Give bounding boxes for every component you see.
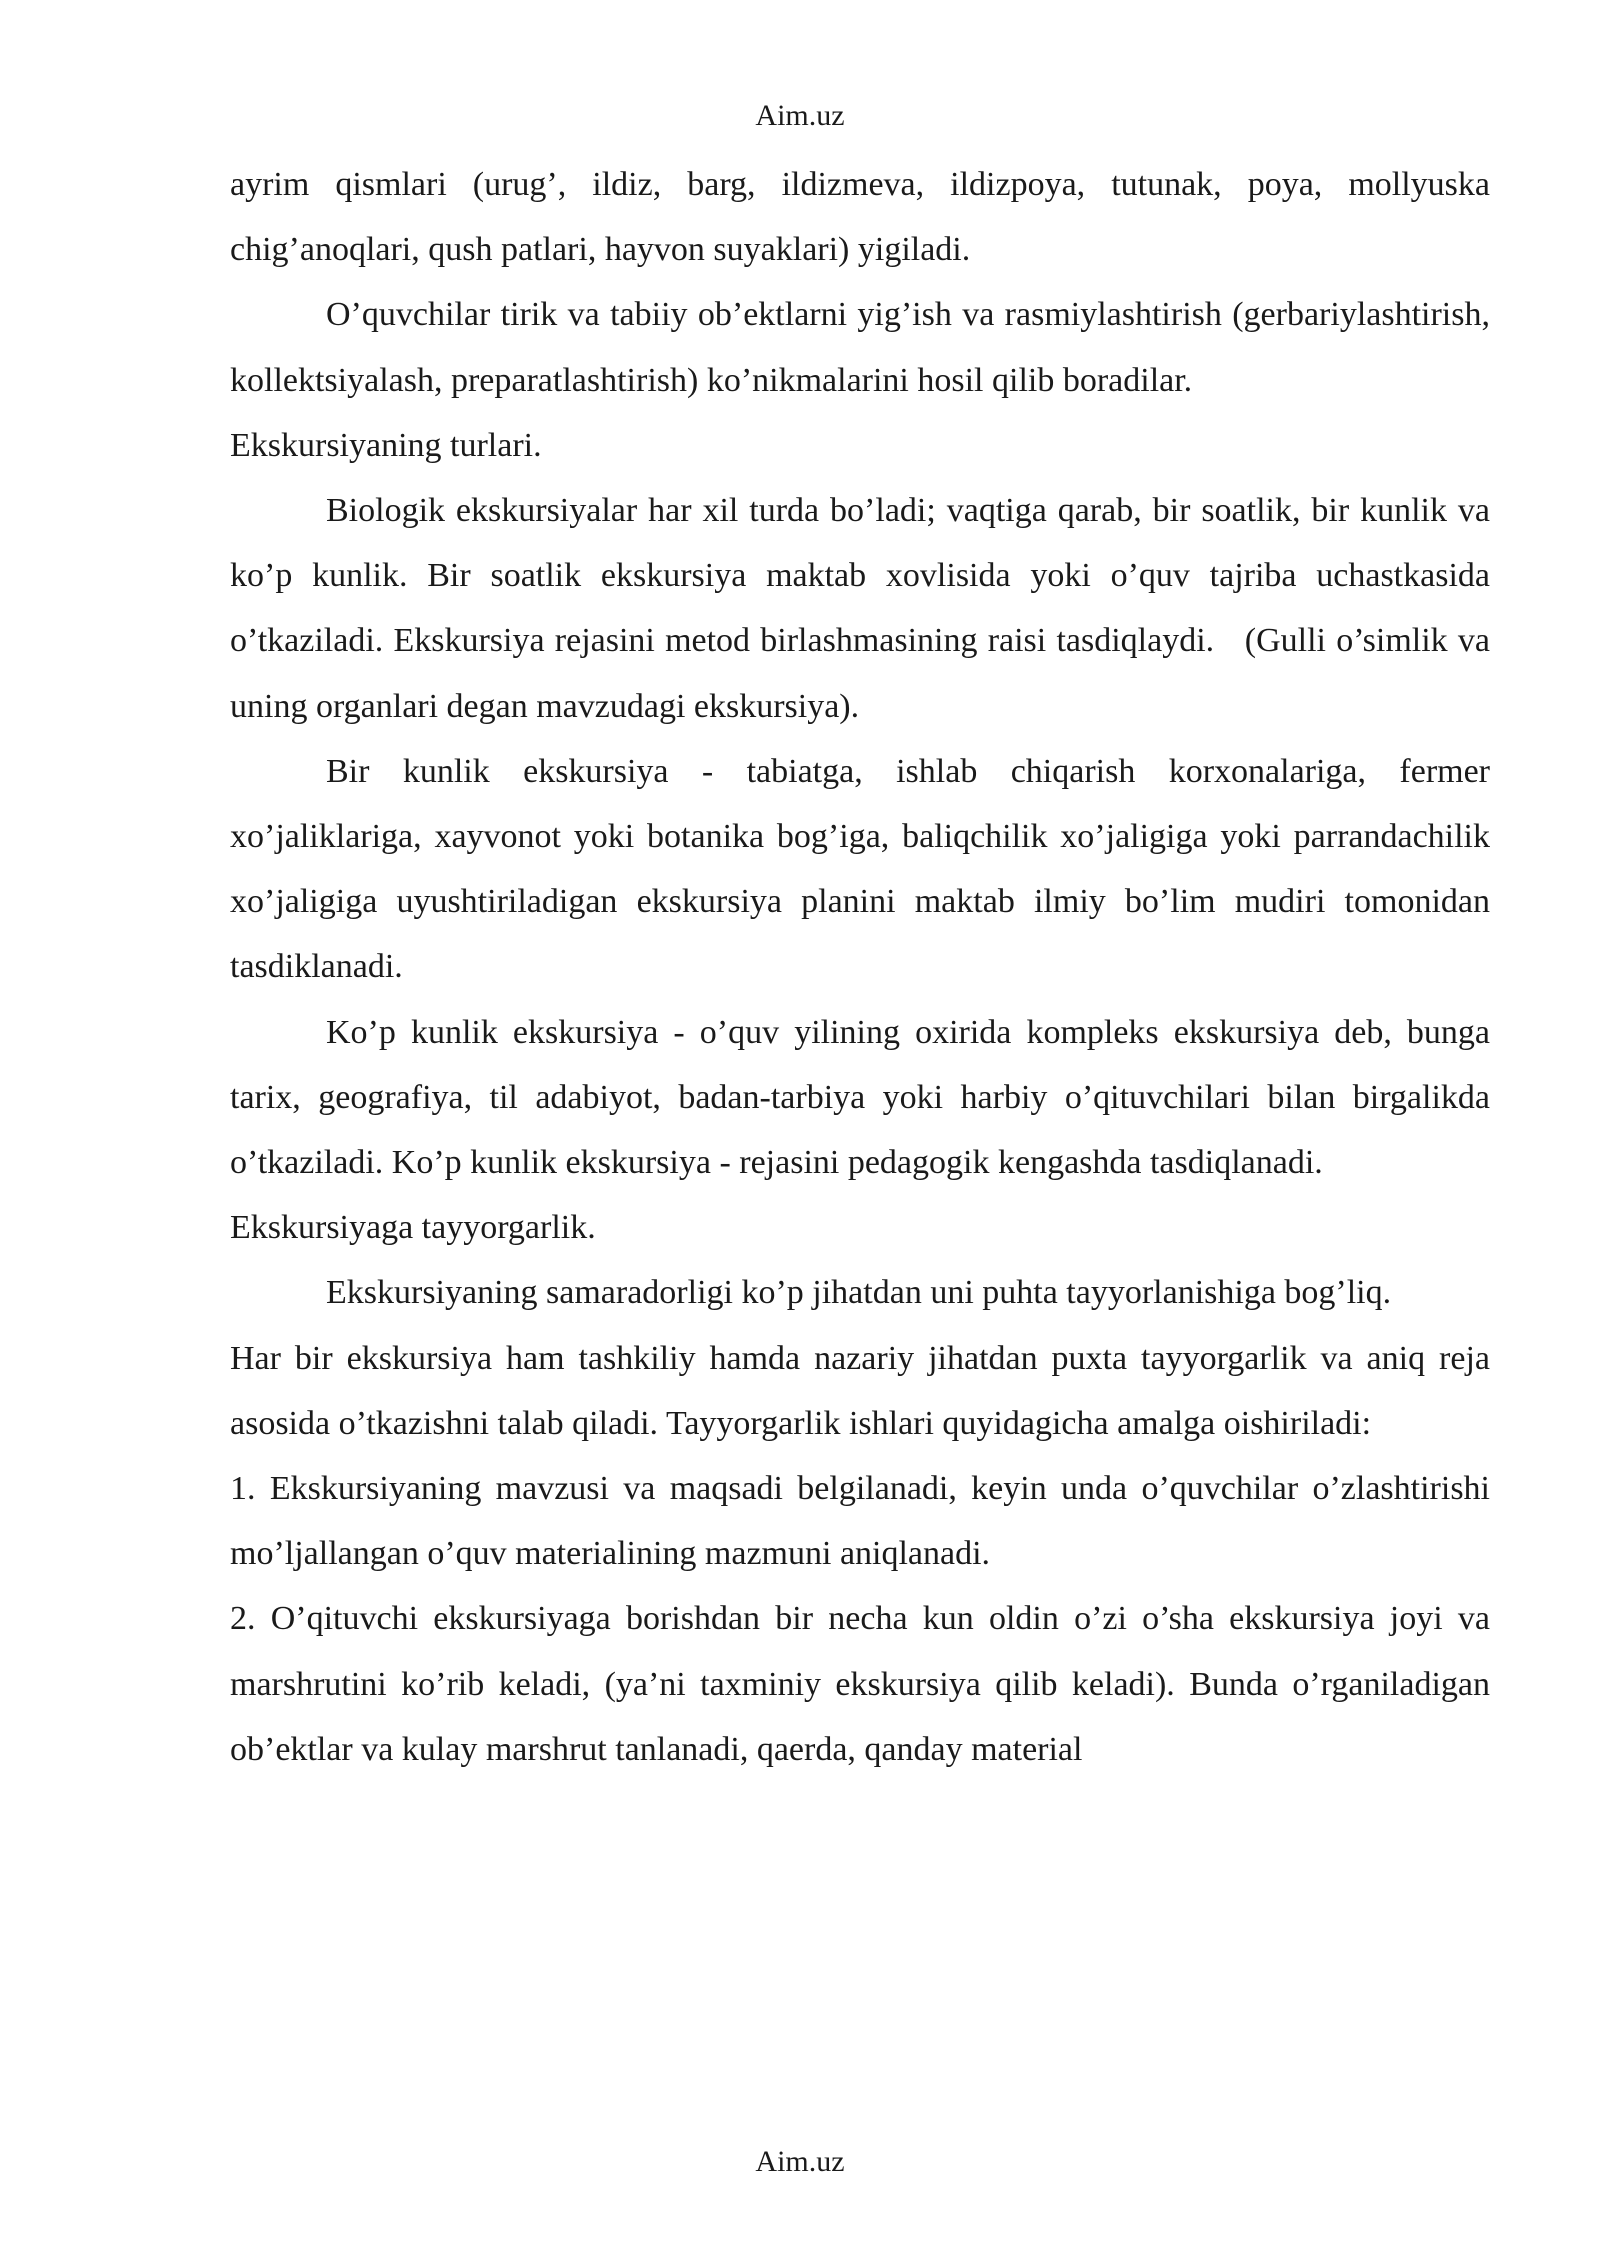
page-footer: Aim.uz bbox=[755, 2145, 845, 2178]
paragraph-5: Ko’p kunlik ekskursiya - o’quv yilining oxirida kompleks ekskursiya deb, bunga tarix, geografiya, til adabiyot, badan-tarbiya yoki harbiy o’qituvchilari bilan birgalikda o’tkaziladi. Ko’p kunlik ekskursiya - rejasini pedagogik kengashda tasdiqlanadi. bbox=[230, 1013, 1490, 1182]
paragraph-7: Har bir ekskursiya ham tashkiliy hamda nazariy jihatdan puxta tayyorgarlik va aniq reja asosida o’tkazishni talab qiladi. Tayyorgarlik ishlari quyidagicha amalga oishiriladi: bbox=[230, 1339, 1490, 1442]
paragraph-1: ayrim qismlari (urug’, ildiz, barg, ildizmeva, ildizpoya, tutunak, poya, mollyuska chig’anoqlari, qush patlari, hayvon suyaklari) yigiladi. bbox=[230, 166, 1490, 269]
paragraph-3: Biologik ekskursiyalar har xil turda bo’ladi; vaqtiga qarab, bir soatlik, bir kunlik va ko’p kunlik. Bir soatlik ekskursiya maktab xovlisida yoki o’quv tajriba uchastkasida o’tkaziladi. Ekskursiya rejasini metod birlashmasining raisi tasdiqlaydi. (Gulli o’simlik va uning organlari degan mavzudagi ekskursiya). bbox=[230, 492, 1490, 725]
paragraph-4: Bir kunlik ekskursiya - tabiatga, ishlab chiqarish korxonalariga, fermer xo’jaliklariga, xayvonot yoki botanika bog’iga, baliqchilik xo’jaligiga yoki parrandachilik xo’jaligiga uyushtiriladigan ekskursiya planini maktab ilmiy bo’lim mudiri tomonidan tasdiklanadi. bbox=[230, 752, 1490, 986]
paragraph-6: Ekskursiyaning samaradorligi ko’p jihatdan uni puhta tayyorlanishiga bog’liq. bbox=[326, 1274, 1392, 1312]
list-item-1: 1. Ekskursiyaning mavzusi va maqsadi belgilanadi, keyin unda o’quvchilar o’zlashtirishi mo’ljallangan o’quv materialining mazmuni aniqlanadi. bbox=[230, 1470, 1490, 1573]
page-header: Aim.uz bbox=[755, 99, 845, 132]
list-item-2: 2. O’qituvchi ekskursiyaga borishdan bir necha kun oldin o’zi o’sha ekskursiya joyi va marshrutini ko’rib keladi, (ya’ni taxminiy ekskursiya qilib keladi). Bunda o’rganiladigan ob’ektlar va kulay marshrut tanlanadi, qaerda, qanday material bbox=[230, 1600, 1490, 1768]
section-heading-tayyorgarlik: Ekskursiyaga tayyorgarlik. bbox=[230, 1209, 596, 1247]
document-body bbox=[230, 152, 1490, 1782]
paragraph-2: O’quvchilar tirik va tabiiy ob’ektlarni yig’ish va rasmiylashtirish (gerbariylashtirish, kollektsiyalash, preparatlashtirish) ko’nikmalarini hosil qilib boradilar. bbox=[230, 296, 1490, 399]
section-heading-turlari: Ekskursiyaning turlari. bbox=[230, 426, 542, 464]
